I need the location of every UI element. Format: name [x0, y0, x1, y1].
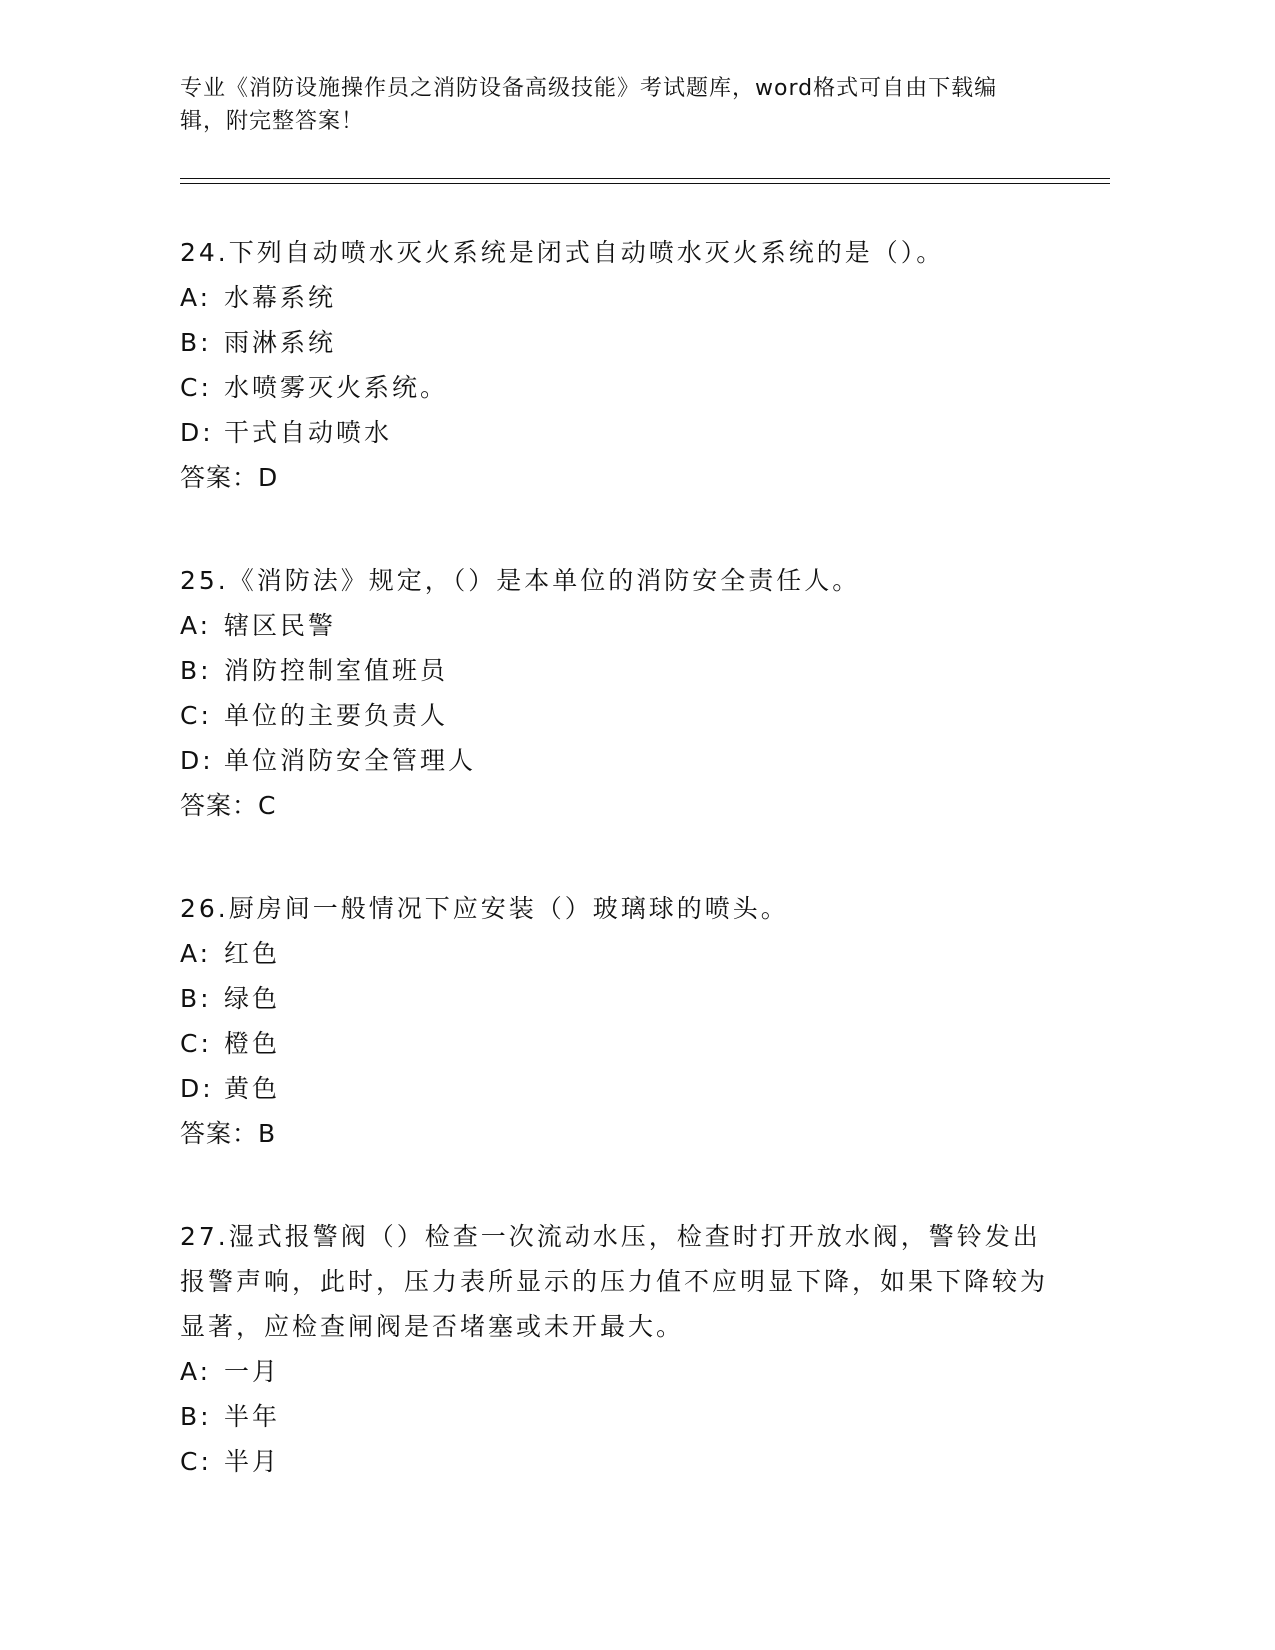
- option-d: [180, 738, 1060, 783]
- option-d: [180, 410, 1060, 455]
- option-text: 绿色: [224, 984, 281, 1013]
- option-text: 半年: [224, 1402, 281, 1431]
- option-list: [180, 931, 1060, 1111]
- option-text: 干式自动喷水: [224, 418, 393, 447]
- option-b: [180, 976, 1060, 1021]
- option-letter: B:: [180, 984, 212, 1013]
- header-divider: [180, 178, 1110, 185]
- option-list: [180, 603, 1060, 783]
- question-text: 24.下列自动喷水灭火系统是闭式自动喷水灭火系统的是（）。: [180, 238, 945, 267]
- option-text: 单位的主要负责人: [224, 701, 449, 730]
- question-26: [180, 886, 1060, 1156]
- option-letter: C:: [180, 1447, 212, 1476]
- option-letter: D:: [180, 1074, 214, 1103]
- option-text: 水喷雾灭火系统。: [224, 373, 449, 402]
- option-letter: A:: [180, 939, 212, 968]
- option-text: 橙色: [224, 1029, 281, 1058]
- option-text: 雨淋系统: [224, 328, 337, 357]
- question-text: 26.厨房间一般情况下应安装（）玻璃球的喷头。: [180, 894, 789, 923]
- question-text: 25.《消防法》规定，（）是本单位的消防安全责任人。: [180, 566, 861, 595]
- question-list: [180, 230, 1060, 1542]
- option-letter: C:: [180, 1029, 212, 1058]
- option-b: [180, 1394, 1060, 1439]
- answer-text: 答案：B: [180, 1119, 277, 1148]
- option-text: 辖区民警: [224, 611, 337, 640]
- option-letter: D:: [180, 746, 214, 775]
- question-24: [180, 230, 1060, 500]
- option-letter: C:: [180, 373, 212, 402]
- option-text: 一月: [224, 1357, 281, 1386]
- option-a: [180, 931, 1060, 976]
- option-text: 红色: [224, 939, 281, 968]
- option-letter: B:: [180, 328, 212, 357]
- question-27: [180, 1214, 1060, 1484]
- option-letter: A:: [180, 611, 212, 640]
- question-25: [180, 558, 1060, 828]
- option-text: 水幕系统: [224, 283, 337, 312]
- option-a: [180, 275, 1060, 320]
- answer-text: 答案：D: [180, 463, 279, 492]
- option-text: 黄色: [224, 1074, 281, 1103]
- option-letter: A:: [180, 283, 212, 312]
- option-text: 半月: [224, 1447, 281, 1476]
- option-list: [180, 275, 1060, 455]
- option-c: [180, 1021, 1060, 1066]
- option-letter: B:: [180, 1402, 212, 1431]
- option-a: [180, 1349, 1060, 1394]
- option-b: [180, 320, 1060, 365]
- option-letter: A:: [180, 1357, 212, 1386]
- option-letter: D:: [180, 418, 214, 447]
- question-text: 27.湿式报警阀（）检查一次流动水压，检查时打开放水阀，警铃发出报警声响，此时，压力表所显示的压力值不应明显下降，如果下降较为显著，应检查闸阀是否堵塞或未开最大。: [180, 1222, 1049, 1341]
- option-list: [180, 1349, 1060, 1484]
- answer-text: 答案：C: [180, 791, 277, 820]
- option-d: [180, 1066, 1060, 1111]
- header-divider-line-top: [180, 178, 1110, 179]
- option-c: [180, 1439, 1060, 1484]
- option-letter: C:: [180, 701, 212, 730]
- option-a: [180, 603, 1060, 648]
- option-letter: B:: [180, 656, 212, 685]
- document-header: 专业《消防设施操作员之消防设备高级技能》考试题库，word格式可自由下载编辑，附完整答案！: [180, 76, 998, 134]
- option-c: [180, 365, 1060, 410]
- option-c: [180, 693, 1060, 738]
- option-text: 单位消防安全管理人: [224, 746, 477, 775]
- header-divider-line-bottom: [180, 183, 1110, 184]
- option-text: 消防控制室值班员: [224, 656, 449, 685]
- option-b: [180, 648, 1060, 693]
